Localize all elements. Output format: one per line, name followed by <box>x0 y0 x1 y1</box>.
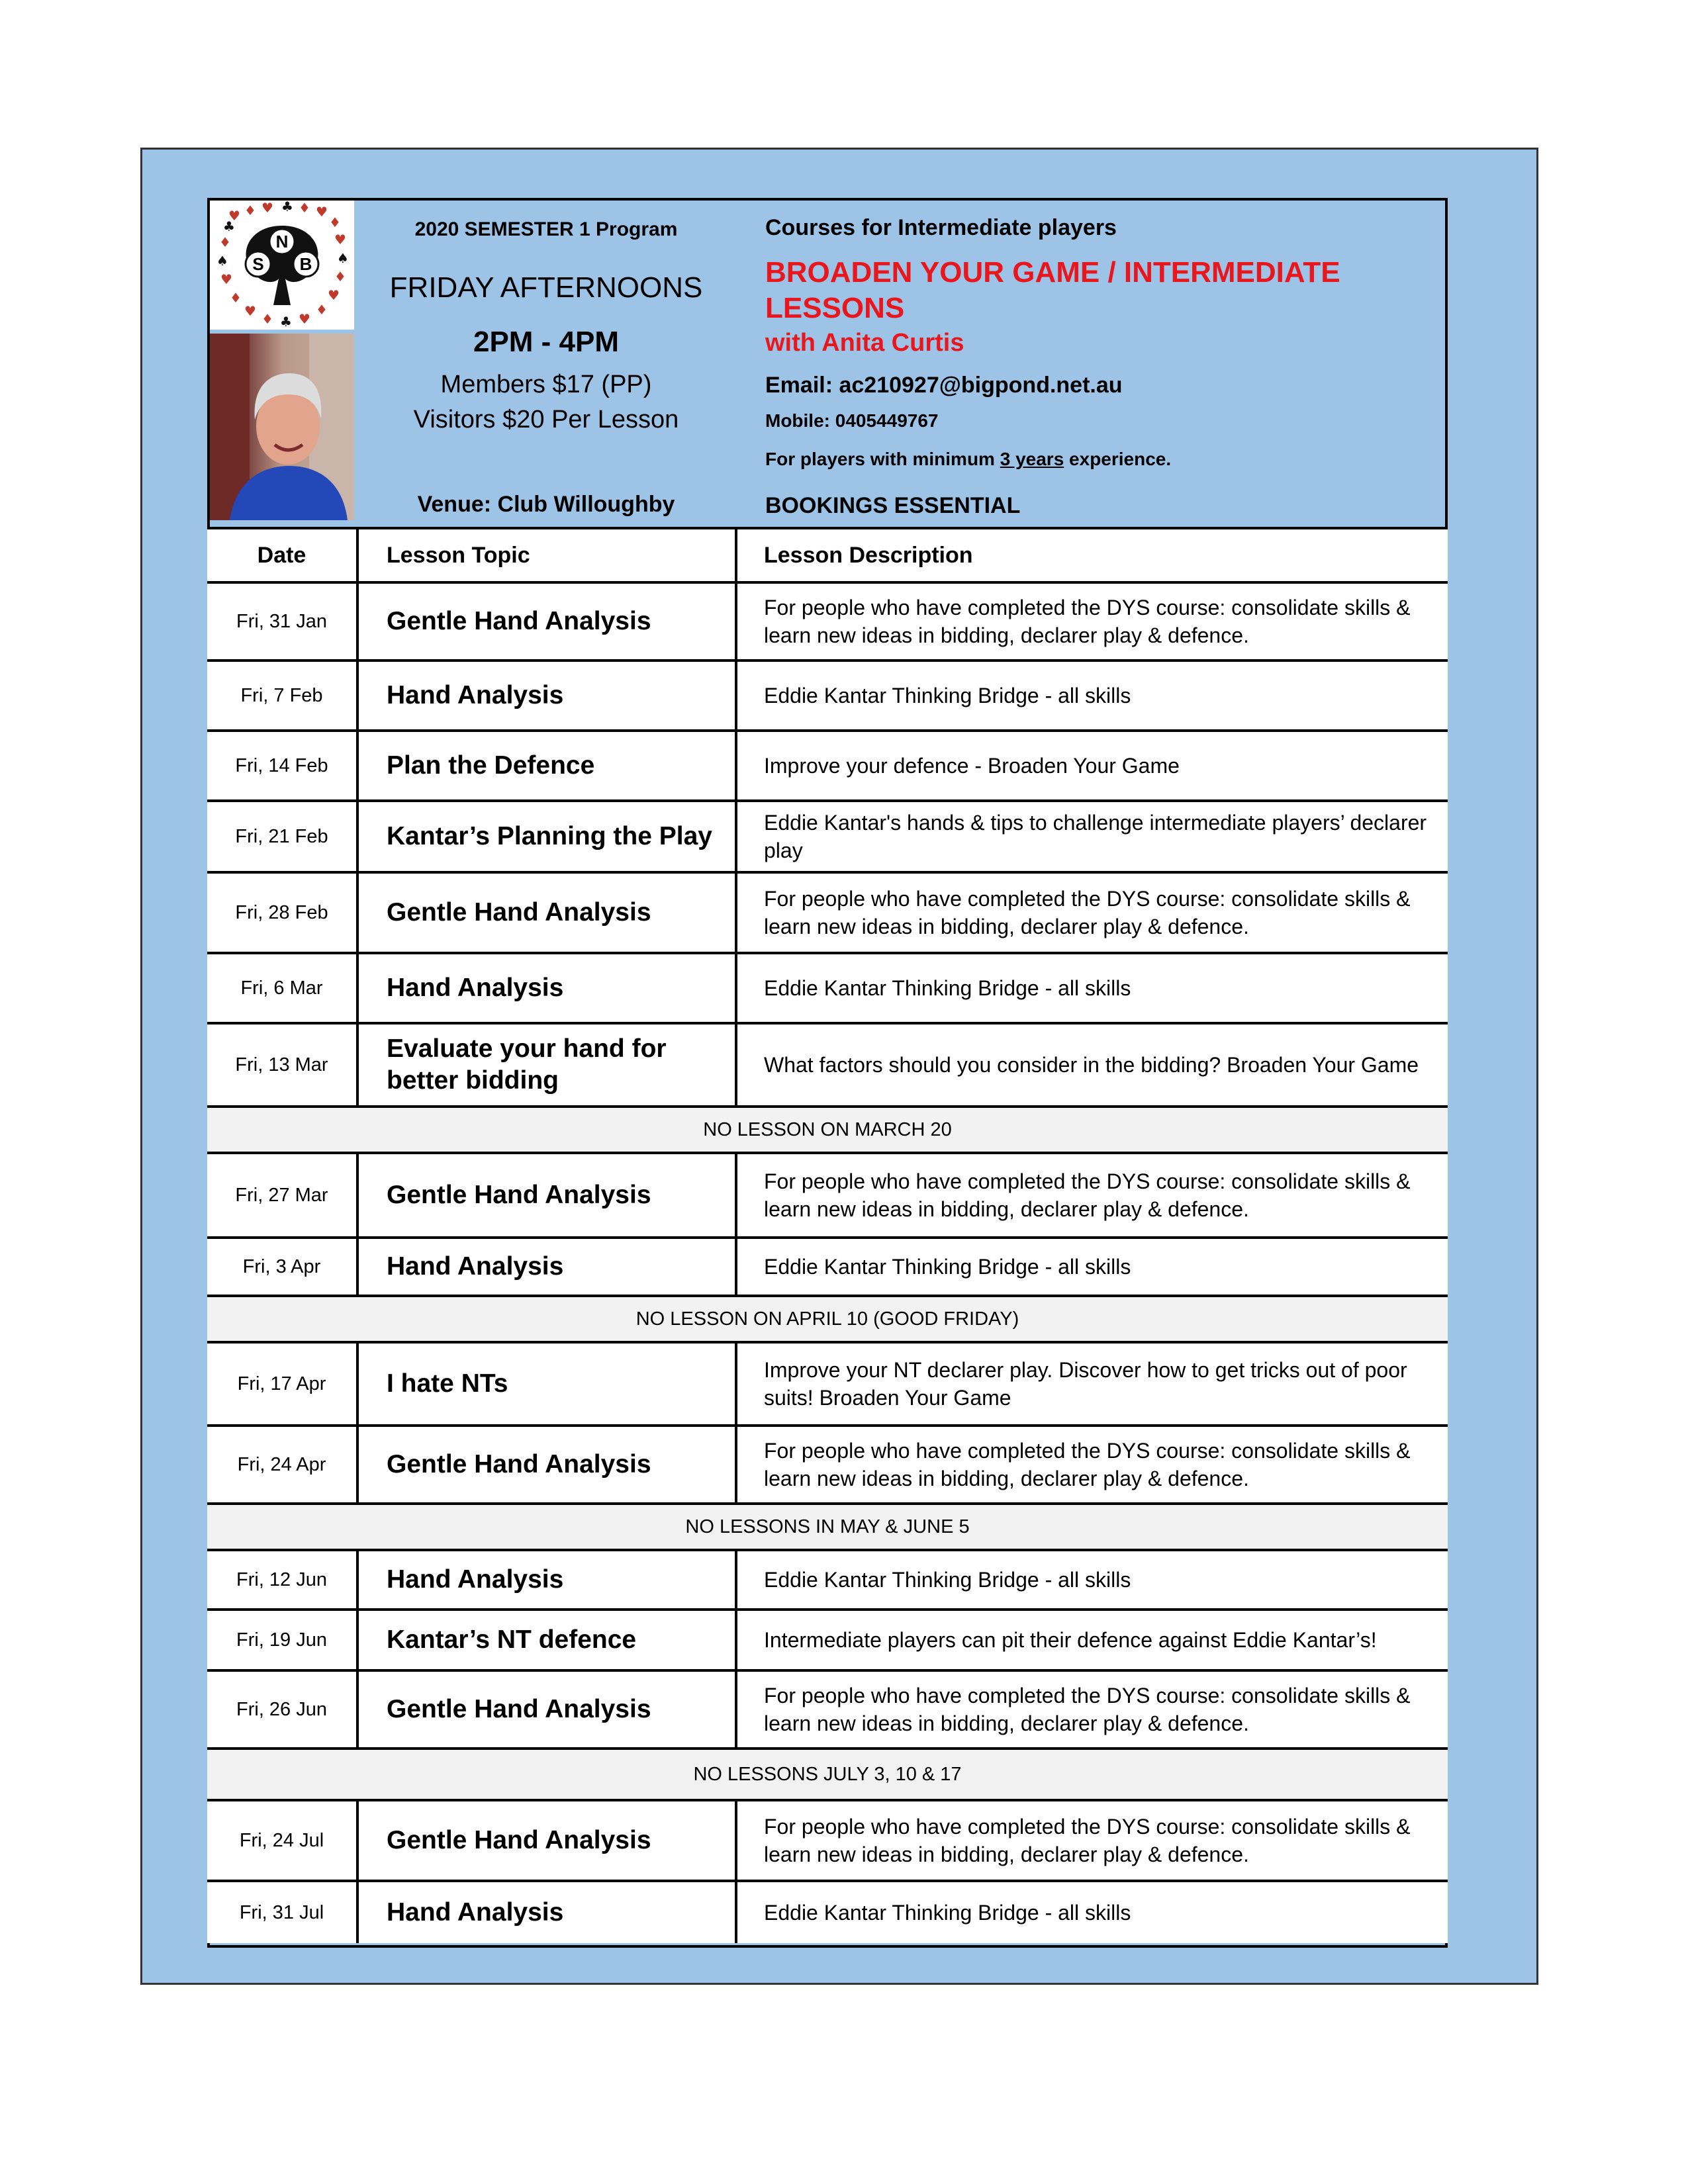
table-row <box>207 1799 1448 1880</box>
person-photo-icon <box>210 334 354 520</box>
club-logo-icon <box>210 201 354 330</box>
table-row <box>207 799 1448 871</box>
table-row <box>207 659 1448 729</box>
svg-text:♦: ♦ <box>244 203 256 218</box>
no-lesson-row <box>207 1502 1448 1549</box>
svg-text:♦: ♦ <box>230 290 242 306</box>
logo-letter-s: S <box>252 254 264 274</box>
lesson-topic <box>359 1024 737 1105</box>
lesson-date-text: Fri, 13 Mar <box>235 1054 328 1075</box>
lesson-description <box>737 1427 1448 1502</box>
table-row <box>207 1022 1448 1105</box>
svg-text:♦: ♦ <box>299 201 310 216</box>
logo-letter-n: N <box>275 232 289 251</box>
column-header-date: Date <box>207 529 359 581</box>
column-header-description: Lesson Description <box>764 543 973 568</box>
lesson-description <box>737 584 1448 659</box>
lesson-date-text: Fri, 31 Jul <box>239 1901 324 1923</box>
table-row <box>207 581 1448 659</box>
lesson-topic <box>359 874 737 952</box>
lesson-topic <box>359 1343 737 1424</box>
lesson-date-text: Fri, 14 Feb <box>235 754 328 776</box>
lesson-topic <box>359 954 737 1022</box>
table-bottom-border <box>207 1945 1448 1948</box>
lesson-description <box>737 802 1448 871</box>
no-lesson-row <box>207 1747 1448 1799</box>
table-row <box>207 1669 1448 1747</box>
lesson-date-text: Fri, 6 Mar <box>240 977 323 999</box>
lesson-description <box>737 1882 1448 1943</box>
lesson-description <box>737 874 1448 952</box>
table-row <box>207 1880 1448 1943</box>
lesson-topic-text: Gentle Hand Analysis <box>387 1695 651 1723</box>
lesson-topic-text: Hand Analysis <box>387 1565 564 1594</box>
lesson-topic-text: Hand Analysis <box>387 1898 564 1927</box>
svg-text:♣: ♣ <box>281 201 293 214</box>
lesson-topic <box>359 1551 737 1608</box>
lesson-description-text: For people who have completed the DYS course: consolidate skills & learn new ideas in bidding, declarer play & defence. <box>764 1815 1411 1866</box>
lesson-topic-text: Kantar’s Planning the Play <box>387 822 712 850</box>
svg-text:♥: ♥ <box>316 204 328 220</box>
day-heading: FRIDAY AFTERNOONS <box>389 271 703 304</box>
lesson-date <box>207 874 359 952</box>
lesson-description <box>737 1239 1448 1295</box>
lesson-topic <box>359 732 737 799</box>
table-row <box>207 871 1448 952</box>
visitors-price: Visitors $20 Per Lesson <box>413 406 679 433</box>
instructor-photo <box>210 334 354 520</box>
table-header-row <box>207 527 1448 581</box>
table-row <box>207 729 1448 799</box>
svg-text:♥: ♥ <box>220 271 232 287</box>
lesson-topic-text: Gentle Hand Analysis <box>387 1450 651 1479</box>
logo-letter-b: B <box>299 254 312 274</box>
members-price: Members $17 (PP) <box>440 371 652 398</box>
lesson-topic <box>359 1611 737 1669</box>
lesson-description <box>737 1611 1448 1669</box>
svg-text:♠: ♠ <box>216 253 228 269</box>
svg-text:♥: ♥ <box>299 311 310 327</box>
lesson-description-text: Intermediate players can pit their defence against Eddie Kantar’s! <box>764 1628 1377 1652</box>
svg-text:♣: ♣ <box>280 314 292 330</box>
lesson-description-text: Eddie Kantar Thinking Bridge - all skills <box>764 684 1131 707</box>
lesson-topic-text: Gentle Hand Analysis <box>387 1826 651 1854</box>
svg-text:♠: ♠ <box>337 250 349 266</box>
lesson-description <box>737 1551 1448 1608</box>
svg-text:♦: ♦ <box>329 214 341 230</box>
table-row <box>207 1549 1448 1608</box>
table-row <box>207 1424 1448 1502</box>
lesson-description-text: Eddie Kantar Thinking Bridge - all skills <box>764 1901 1131 1925</box>
lesson-topic <box>359 802 737 871</box>
semester-label: 2020 SEMESTER 1 Program <box>414 218 678 240</box>
column-header-topic: Lesson Topic <box>359 529 737 581</box>
lesson-description-text: Eddie Kantar Thinking Bridge - all skills <box>764 1255 1131 1279</box>
bookings-notice: BOOKINGS ESSENTIAL <box>765 493 1021 518</box>
lesson-topic-text: Gentle Hand Analysis <box>387 1181 651 1209</box>
club-logo <box>210 201 354 330</box>
lesson-description-text: Eddie Kantar Thinking Bridge - all skills <box>764 1568 1131 1592</box>
lesson-date <box>207 732 359 799</box>
lesson-date <box>207 802 359 871</box>
lesson-topic-text: Gentle Hand Analysis <box>387 898 651 927</box>
lesson-topic <box>359 584 737 659</box>
lesson-description <box>737 1343 1448 1424</box>
lesson-date <box>207 1239 359 1295</box>
lesson-topic <box>359 1801 737 1880</box>
lesson-description <box>737 1672 1448 1747</box>
lesson-topic-text: Plan the Defence <box>387 751 595 780</box>
lesson-topic <box>359 662 737 729</box>
lesson-description-text: For people who have completed the DYS course: consolidate skills & learn new ideas in bidding, declarer play & defence. <box>764 1684 1411 1735</box>
lesson-date <box>207 584 359 659</box>
lesson-date <box>207 1427 359 1502</box>
no-lesson-note: NO LESSONS JULY 3, 10 & 17 <box>693 1763 962 1785</box>
lesson-description <box>737 1024 1448 1105</box>
lesson-description <box>737 1801 1448 1880</box>
experience-requirement <box>765 449 1171 470</box>
table-row <box>207 1152 1448 1236</box>
lesson-topic <box>359 1427 737 1502</box>
lesson-description-text: For people who have completed the DYS course: consolidate skills & learn new ideas in bidding, declarer play & defence. <box>764 596 1411 647</box>
lesson-topic-text: Evaluate your hand for better bidding <box>387 1034 667 1095</box>
lesson-date-text: Fri, 31 Jan <box>236 610 327 632</box>
table-row <box>207 1236 1448 1295</box>
lesson-description-text: Eddie Kantar's hands & tips to challenge intermediate players’ declarer play <box>764 811 1427 862</box>
no-lesson-note: NO LESSONS IN MAY & JUNE 5 <box>685 1516 970 1537</box>
lesson-topic-text: Kantar’s NT defence <box>387 1625 637 1654</box>
lesson-topic-text: Hand Analysis <box>387 681 564 709</box>
svg-text:♥: ♥ <box>228 208 240 224</box>
table-row <box>207 1608 1448 1669</box>
svg-text:♥: ♥ <box>328 287 340 303</box>
lesson-date <box>207 1611 359 1669</box>
time-heading: 2PM - 4PM <box>473 326 620 358</box>
table-row <box>207 1341 1448 1424</box>
svg-text:♦: ♦ <box>261 311 273 327</box>
lesson-description-text: For people who have completed the DYS course: consolidate skills & learn new ideas in bidding, declarer play & defence. <box>764 1439 1411 1490</box>
course-title: BROADEN YOUR GAME / INTERMEDIATE LESSONS <box>765 256 1340 324</box>
lesson-description <box>737 732 1448 799</box>
table-row <box>207 952 1448 1022</box>
lesson-date <box>207 1882 359 1943</box>
lesson-topic <box>359 1672 737 1747</box>
experience-years: 3 years <box>1000 449 1064 469</box>
lesson-description-text: Improve your defence - Broaden Your Game <box>764 754 1180 778</box>
lesson-topic-text: Hand Analysis <box>387 1252 564 1281</box>
venue-label: Venue: Club Willoughby <box>417 492 675 517</box>
lesson-topic <box>359 1154 737 1236</box>
lesson-date <box>207 1024 359 1105</box>
lesson-description-text: Eddie Kantar Thinking Bridge - all skills <box>764 976 1131 1000</box>
lesson-description-text: For people who have completed the DYS course: consolidate skills & learn new ideas in bidding, declarer play & defence. <box>764 1169 1411 1221</box>
lesson-topic <box>359 1882 737 1943</box>
lesson-description <box>737 662 1448 729</box>
lesson-description-text: Improve your NT declarer play. Discover how to get tricks out of poor suits! Broaden Your Game <box>764 1358 1407 1410</box>
no-lesson-row <box>207 1105 1448 1152</box>
email-contact: Email: ac210927@bigpond.net.au <box>765 373 1123 398</box>
lesson-description <box>737 1154 1448 1236</box>
experience-prefix: For players with minimum <box>765 449 1000 469</box>
lesson-date <box>207 1672 359 1747</box>
svg-text:♦: ♦ <box>316 302 328 318</box>
lesson-date-text: Fri, 3 Apr <box>242 1255 321 1277</box>
lesson-date-text: Fri, 12 Jun <box>236 1569 327 1590</box>
no-lesson-row <box>207 1295 1448 1341</box>
svg-text:♥: ♥ <box>334 232 346 248</box>
lesson-date <box>207 954 359 1022</box>
svg-text:♥: ♥ <box>261 201 273 216</box>
lesson-date-text: Fri, 17 Apr <box>237 1373 326 1394</box>
svg-text:♦: ♦ <box>219 234 231 250</box>
no-lesson-note: NO LESSON ON APRIL 10 (GOOD FRIDAY) <box>635 1308 1019 1330</box>
svg-text:♦: ♦ <box>334 269 346 285</box>
lesson-topic-text: Hand Analysis <box>387 974 564 1002</box>
lesson-date-text: Fri, 28 Feb <box>235 901 328 923</box>
lesson-date-text: Fri, 26 Jun <box>236 1698 327 1720</box>
lesson-date <box>207 1154 359 1236</box>
lesson-topic <box>359 1239 737 1295</box>
mobile-contact: Mobile: 0405449767 <box>765 410 939 431</box>
lesson-description-text: For people who have completed the DYS course: consolidate skills & learn new ideas in bidding, declarer play & defence. <box>764 887 1411 938</box>
lesson-topic-text: Gentle Hand Analysis <box>387 607 651 635</box>
lesson-date <box>207 1801 359 1880</box>
lesson-description-text: What factors should you consider in the bidding? Broaden Your Game <box>764 1053 1419 1077</box>
lesson-date-text: Fri, 24 Apr <box>237 1453 326 1475</box>
lesson-date <box>207 1343 359 1424</box>
lesson-date <box>207 1551 359 1608</box>
lesson-date-text: Fri, 19 Jun <box>236 1629 327 1651</box>
lesson-date-text: Fri, 24 Jul <box>239 1829 324 1851</box>
svg-text:♣: ♣ <box>223 218 235 234</box>
lesson-topic-text: I hate NTs <box>387 1369 508 1398</box>
lesson-date-text: Fri, 21 Feb <box>235 825 328 847</box>
lesson-date-text: Fri, 27 Mar <box>235 1184 328 1206</box>
no-lesson-note: NO LESSON ON MARCH 20 <box>703 1118 952 1140</box>
svg-text:♥: ♥ <box>244 303 256 319</box>
experience-suffix: experience. <box>1064 449 1172 469</box>
lesson-date-text: Fri, 7 Feb <box>240 684 323 706</box>
instructor-name: with Anita Curtis <box>765 329 964 357</box>
courses-label: Courses for Intermediate players <box>765 215 1117 240</box>
lesson-date <box>207 662 359 729</box>
lesson-description <box>737 954 1448 1022</box>
